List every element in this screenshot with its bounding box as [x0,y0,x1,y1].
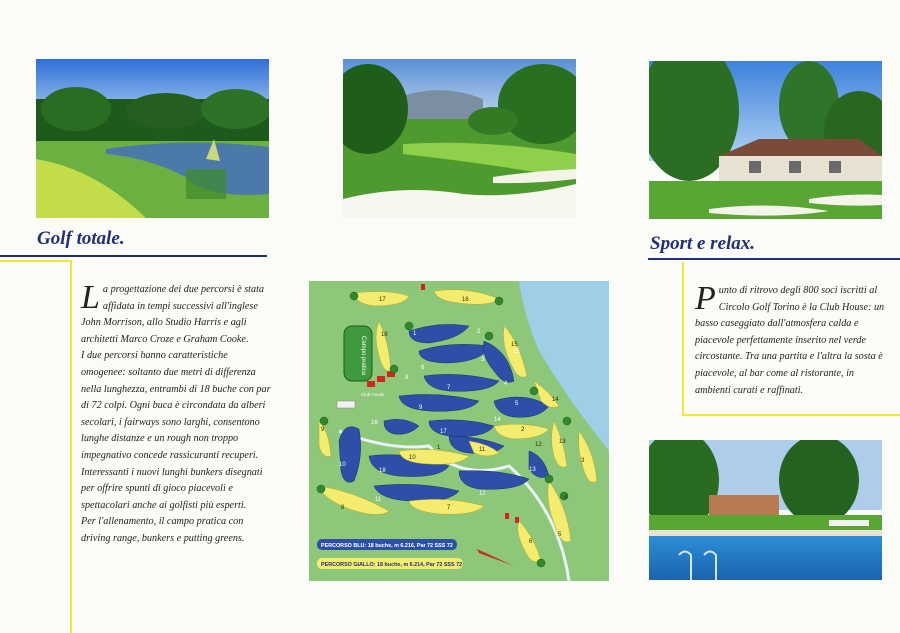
svg-text:17: 17 [440,429,447,435]
svg-text:18: 18 [381,332,388,338]
yellow-vertical-line [682,262,684,414]
svg-text:18: 18 [379,468,386,474]
left-body-text [81,279,271,548]
svg-text:11: 11 [375,497,382,503]
svg-text:7: 7 [447,505,451,511]
svg-text:15: 15 [511,342,518,348]
svg-text:2: 2 [477,329,481,335]
dropcap-l: L [81,279,100,316]
svg-text:16: 16 [462,297,469,303]
club-house-photo [649,61,882,219]
svg-text:5: 5 [515,401,519,407]
svg-text:13: 13 [559,439,566,445]
svg-text:13: 13 [529,467,536,473]
svg-text:14: 14 [552,397,559,403]
svg-text:8: 8 [405,375,409,381]
svg-text:4: 4 [564,495,568,501]
svg-text:3: 3 [481,357,485,363]
yellow-vertical-line [70,260,72,633]
svg-text:10: 10 [409,455,416,461]
heading-golf-totale: Golf totale. [37,228,125,249]
svg-text:1: 1 [437,445,441,451]
svg-text:1: 1 [413,331,417,337]
svg-text:16: 16 [371,420,378,426]
golf-lake-photo [36,59,269,218]
svg-text:6: 6 [529,539,533,545]
campo-pratica-label: Campo pratica [360,336,366,376]
left-paragraph: Interessanti i nuovi lunghi bunkers disegnati per offrire spunti di gioco piacevoli e spettacolari anche ai golfisti più esperti. [81,466,263,511]
right-paragraph: unto di ritrovo degli 800 soci iscritti al Circolo Golf Torino è la Club House: un basso caseggiato dall'atmosfera calda e piacevole perfettamente inserito nel verde circostante. Tra una partita e l'altra la sosta è piacevole, al bar come al ristorante, in ambienti curati e raffinati. [695,285,885,396]
right-body-text [695,280,885,399]
svg-text:5: 5 [558,532,562,538]
svg-text:9: 9 [419,405,423,411]
svg-text:7: 7 [447,385,451,391]
legend-yellow-label: PERCORSO GIALLO: 18 buche, m 6.214, Par 72 SSS 72 [321,562,463,568]
svg-text:12: 12 [479,491,486,497]
svg-text:3: 3 [581,458,585,464]
svg-text:6: 6 [421,365,425,371]
svg-text:15: 15 [513,349,520,355]
svg-text:14: 14 [494,417,501,423]
svg-text:11: 11 [479,447,486,453]
svg-text:4: 4 [504,381,508,387]
heading-underline [0,255,267,257]
svg-text:17: 17 [379,297,386,303]
svg-text:9: 9 [321,427,325,433]
left-paragraph: I due percorsi hanno caratteristiche omogenee: soltanto due metri di differenza nella lunghezza, entrambi di 18 buche con par di 72 colpi. Ogni buca è circondata da alberi secolari, i fairways sono larghi, consentono lunghe distanze e un rough non troppo impegnativo concede rassicuranti recuperi. [81,350,271,461]
course-map [309,281,609,581]
club-house-icon [367,381,375,387]
heading-underline [648,258,900,260]
svg-text:12: 12 [535,442,542,448]
club-house-label: Club House [361,392,385,397]
pool-photo [649,440,882,580]
svg-text:10: 10 [339,462,346,468]
legend-blue-label: PERCORSO BLU: 18 buche, m 6.216, Par 72 SSS 72 [321,543,453,549]
svg-text:8: 8 [341,505,345,511]
dropcap-p: P [695,280,716,317]
heading-sport-relax: Sport e relax. [650,233,756,254]
yellow-horizontal-line [682,414,900,416]
campo-pratica-area [344,326,372,381]
left-paragraph: Per l'allenamento, il campo pratica con driving range, bunkers e putting greens. [81,516,245,544]
svg-text:2: 2 [521,427,525,433]
golf-fairway-photo [343,59,576,218]
left-paragraph: a progettazione dei due percorsi è stata affidata in tempi successivi all'inglese John Morrison, allo Studio Harris e agli architetti Marco Croze e Graham Cooke. [81,284,265,345]
yellow-horizontal-line [0,260,70,262]
